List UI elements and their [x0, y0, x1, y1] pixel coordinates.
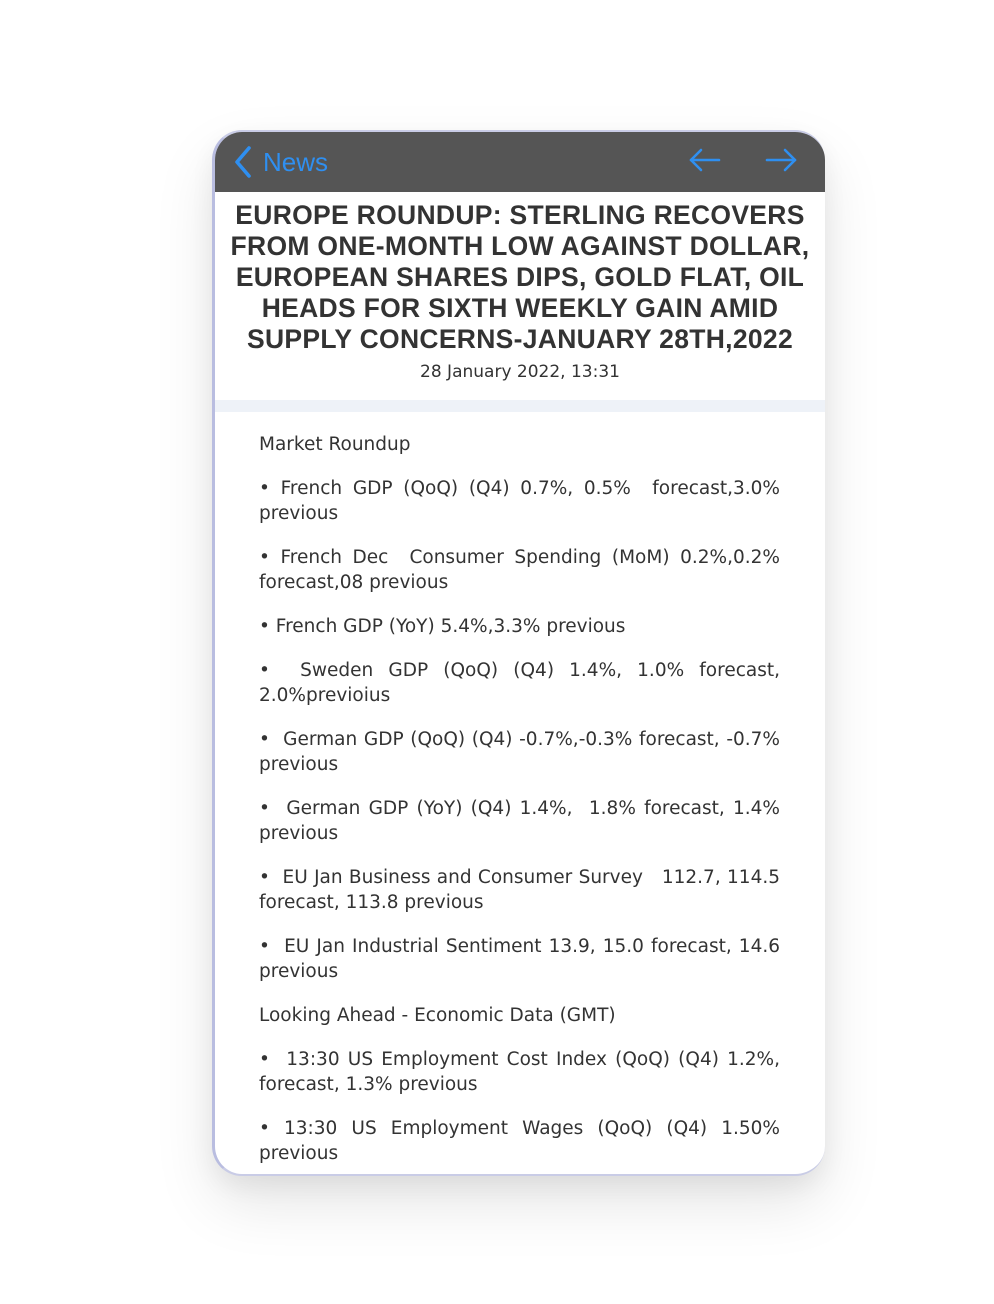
list-item: • French GDP (YoY) 5.4%,3.3% previous: [259, 616, 626, 637]
list-item: • German GDP (QoQ) (Q4) -0.7%,-0.3% forecast, -0.7% previous: [259, 729, 786, 775]
article-title: EUROPE ROUNDUP: STERLING RECOVERS FROM ONE-MONTH LOW AGAINST DOLLAR, EUROPEAN SHARES DIPS, GOLD FLAT, OIL HEADS FOR SIXTH WEEKLY GAIN AMID SUPPLY CONCERNS-JANUARY 28TH,2022: [230, 200, 810, 354]
article-body: [259, 432, 786, 1176]
article-date: 28 January 2022, 13:31: [420, 362, 620, 382]
phone-frame: [212, 130, 825, 1176]
back-button[interactable]: [233, 144, 328, 180]
chevron-left-icon: [233, 145, 253, 179]
next-article-button[interactable]: [761, 146, 801, 178]
navigation-bar: [215, 132, 825, 192]
list-item: • German GDP (YoY) (Q4) 1.4%, 1.8% forecast, 1.4% previous: [259, 798, 786, 844]
list-item: • EU Jan Industrial Sentiment 13.9, 15.0 forecast, 14.6 previous: [259, 936, 786, 982]
list-item: • EU Jan Business and Consumer Survey 112.7, 114.5 forecast, 113.8 previous: [259, 867, 786, 913]
article-header: [215, 192, 825, 400]
back-label: News: [263, 147, 329, 177]
list-item: • Sweden GDP (QoQ) (Q4) 1.4%, 1.0% forecast, 2.0%previoius: [259, 660, 786, 706]
arrow-left-icon: [688, 148, 722, 176]
list-item: • French GDP (QoQ) (Q4) 0.7%, 0.5% forecast,3.0% previous: [259, 478, 786, 524]
previous-article-button[interactable]: [685, 146, 725, 178]
list-item: • 13:30 US Employment Wages (QoQ) (Q4) 1.50% previous: [259, 1118, 786, 1164]
header-divider: [215, 400, 825, 412]
list-item: • French Dec Consumer Spending (MoM) 0.2%,0.2% forecast,08 previous: [259, 547, 786, 593]
arrow-right-icon: [764, 148, 798, 176]
list-item: • 13:30 US Employment Cost Index (QoQ) (Q4) 1.2%, forecast, 1.3% previous: [259, 1049, 786, 1095]
section-heading-market-roundup: Market Roundup: [259, 434, 411, 455]
section-heading-looking-ahead: Looking Ahead - Economic Data (GMT): [259, 1005, 616, 1026]
